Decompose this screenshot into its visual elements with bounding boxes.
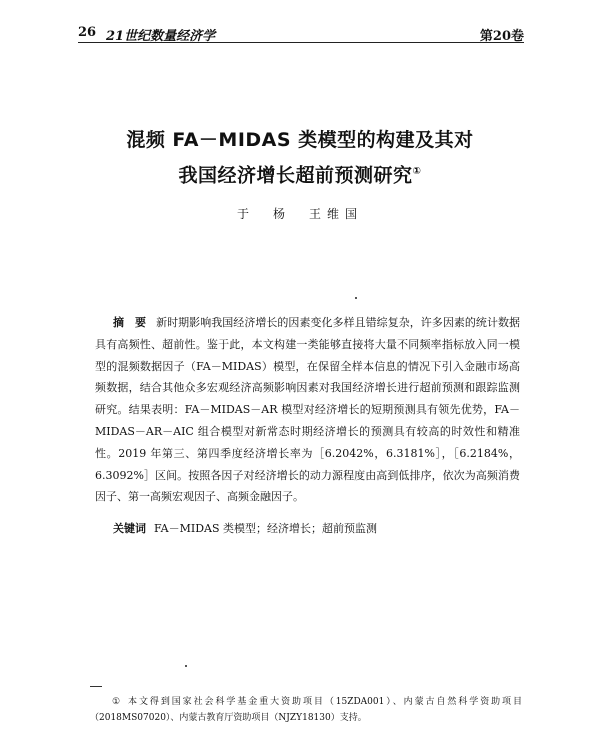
footnote-rule	[90, 686, 102, 687]
journal-name: 21世纪数量经济学	[106, 29, 216, 44]
abstract	[95, 312, 520, 508]
title-line-1: 混频 FA－MIDAS 类模型的构建及其对	[126, 129, 474, 151]
scan-speck	[185, 665, 187, 667]
keywords	[113, 519, 523, 539]
abstract-text: 新时期影响我国经济增长的因素变化多样且错综复杂，许多因素的统计数据具有高频性、超前性。鉴于此，本文构建一类能够直接将大量不同频率指标放入同一模型的混频数据因子（FA－MIDAS）模型，在保留全样本信息的情况下引入金融市场高频数据，结合其他众多宏观经济高频影响因素对我国经济增长进行超前预测和跟踪监测研究。结果表明：FA－MIDAS－AR 模型对经济增长的短期预测具有领先优势，FA－MIDAS－AR－AIC 组合模型对新常态时期经济增长的预测具有较高的时效性和精准性。2019 年第三、第四季度经济增长率为［6.2042%，6.3181%］，［6.2184%，6.3092%］区间。按照各因子对经济增长的动力源程度由高到低排序，依次为高频消费因子、第一高频宏观因子、高频金融因子。	[95, 316, 521, 504]
page-number: 26	[78, 25, 97, 40]
title-footnote-mark: ①	[412, 166, 422, 177]
title-line-2: 我国经济增长超前预测研究	[178, 164, 413, 187]
scan-speck	[355, 297, 357, 299]
volume-number: 第20卷	[479, 29, 524, 44]
footnote	[90, 694, 522, 726]
header-rule	[78, 42, 524, 43]
keywords-text: FA－MIDAS 类模型；经济增长；超前预监测	[154, 522, 378, 535]
paper-title	[80, 124, 520, 191]
keywords-label: 关键词	[113, 522, 146, 535]
authors: 于 杨 王维国	[236, 207, 363, 221]
footnote-mark: ①	[112, 697, 123, 707]
footnote-text: 本文得到国家社会科学基金重大资助项目（15ZDA001）、内蒙古自然科学资助项目（2018MS07020）、内蒙古教育厅资助项目（NJZY18130）支持。	[90, 697, 522, 723]
abstract-label: 摘 要	[113, 316, 147, 329]
running-header	[78, 22, 524, 44]
